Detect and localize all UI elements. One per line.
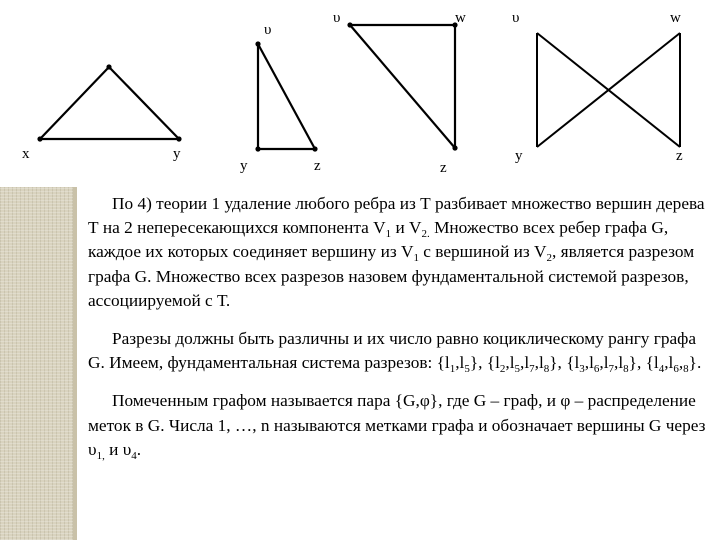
subscript: 2 <box>546 252 553 265</box>
subscript: 1 <box>413 252 419 265</box>
subscript: 4 <box>131 449 137 462</box>
edge <box>258 44 315 149</box>
subscript: 5 <box>514 363 521 376</box>
text-span: , является разрезом графа G. Множество всех разрезов назовем фундаментальной системой разрезов, ассоциируемой с Т. <box>88 242 695 310</box>
vertex-label-v: υ <box>264 22 272 38</box>
text-span: ,l <box>584 353 594 373</box>
graph-3-triangle <box>350 25 455 148</box>
vertex-label-y: y <box>515 148 523 164</box>
vertex <box>176 136 181 141</box>
paragraph-labeled-graph <box>88 389 716 462</box>
paragraph-cuts-definition <box>88 192 716 313</box>
text-span: ,l <box>455 353 465 373</box>
subscript: 8 <box>543 363 550 376</box>
subscript: 6 <box>593 363 600 376</box>
subscript: 8 <box>683 363 689 376</box>
subscript: 7 <box>608 363 615 376</box>
text-span: Помеченным графом называется пара {G,φ}, где G – граф, и φ – распределение меток в G. Числа 1, …, n называются метками графа и обозначает вершины G через υ <box>88 391 706 459</box>
graph-1-triangle <box>40 67 179 139</box>
text-span: . <box>136 439 142 459</box>
text-span: ,l <box>520 353 530 373</box>
text-span: и υ <box>104 439 132 459</box>
subscript: 2. <box>421 228 430 241</box>
vertex <box>347 22 352 27</box>
vertex-label-v: υ <box>512 10 520 26</box>
vertex <box>255 41 260 46</box>
vertex-label-x: x <box>22 146 30 162</box>
vertex-label-y: y <box>240 158 248 174</box>
vertex <box>37 136 42 141</box>
vertex-label-z: z <box>440 160 447 176</box>
graph-figures <box>0 0 720 185</box>
graph-2-triangle <box>258 44 315 149</box>
vertex <box>255 146 260 151</box>
text-span: ,l <box>534 353 544 373</box>
text-span: }, {l <box>469 353 500 373</box>
text-span: По 4) теории 1 удаление любого ребра из Т разбивает множество вершин дерева Т на 2 непересекающихся компонента V <box>88 194 705 238</box>
text-span: ,l <box>664 353 674 373</box>
vertex-label-w: w <box>670 10 681 26</box>
vertex <box>106 64 111 69</box>
vertex <box>452 145 457 150</box>
subscript: 2 <box>499 363 506 376</box>
vertex-label-z: z <box>676 148 683 164</box>
text-span: и V <box>391 218 422 238</box>
subscript: 5 <box>464 363 470 376</box>
subscript: 6 <box>673 363 679 376</box>
vertex-label-w: w <box>455 10 466 26</box>
text-span: Разрезы должны быть различны и их число равно коциклическому рангу графа G. Имеем, фундаментальная система разрезов: {l <box>88 329 697 373</box>
vertex <box>312 146 317 151</box>
text-span: ,l <box>599 353 609 373</box>
edge <box>109 67 179 139</box>
subscript: 1 <box>449 363 456 376</box>
body-text <box>88 192 716 462</box>
subscript: 8 <box>623 363 629 376</box>
decorative-sidebar <box>0 187 77 540</box>
subscript: 1, <box>96 449 105 462</box>
subscript: 4 <box>658 363 665 376</box>
text-span: }. <box>688 353 702 373</box>
vertex-label-y: y <box>173 146 181 162</box>
text-span: ,l <box>505 353 515 373</box>
edge <box>350 25 455 148</box>
graph-4-bowtie <box>537 33 680 147</box>
text-span: }, {l <box>549 353 580 373</box>
subscript: 3 <box>579 363 585 376</box>
vertex-label-v: υ <box>333 10 341 26</box>
text-span: ,l <box>614 353 624 373</box>
subscript: 7 <box>529 363 535 376</box>
subscript: 1 <box>385 228 392 241</box>
vertex-label-z: z <box>314 158 321 174</box>
text-span: , <box>678 353 684 373</box>
text-span: с вершиной из V <box>418 242 547 262</box>
text-span: }, {l <box>628 353 659 373</box>
sidebar-edge <box>73 187 77 540</box>
edge <box>40 67 109 139</box>
paragraph-fundamental-system <box>88 327 716 375</box>
text-span: Множество всех ребер графа G, каждое их которых соединяет вершину из V <box>88 218 669 262</box>
